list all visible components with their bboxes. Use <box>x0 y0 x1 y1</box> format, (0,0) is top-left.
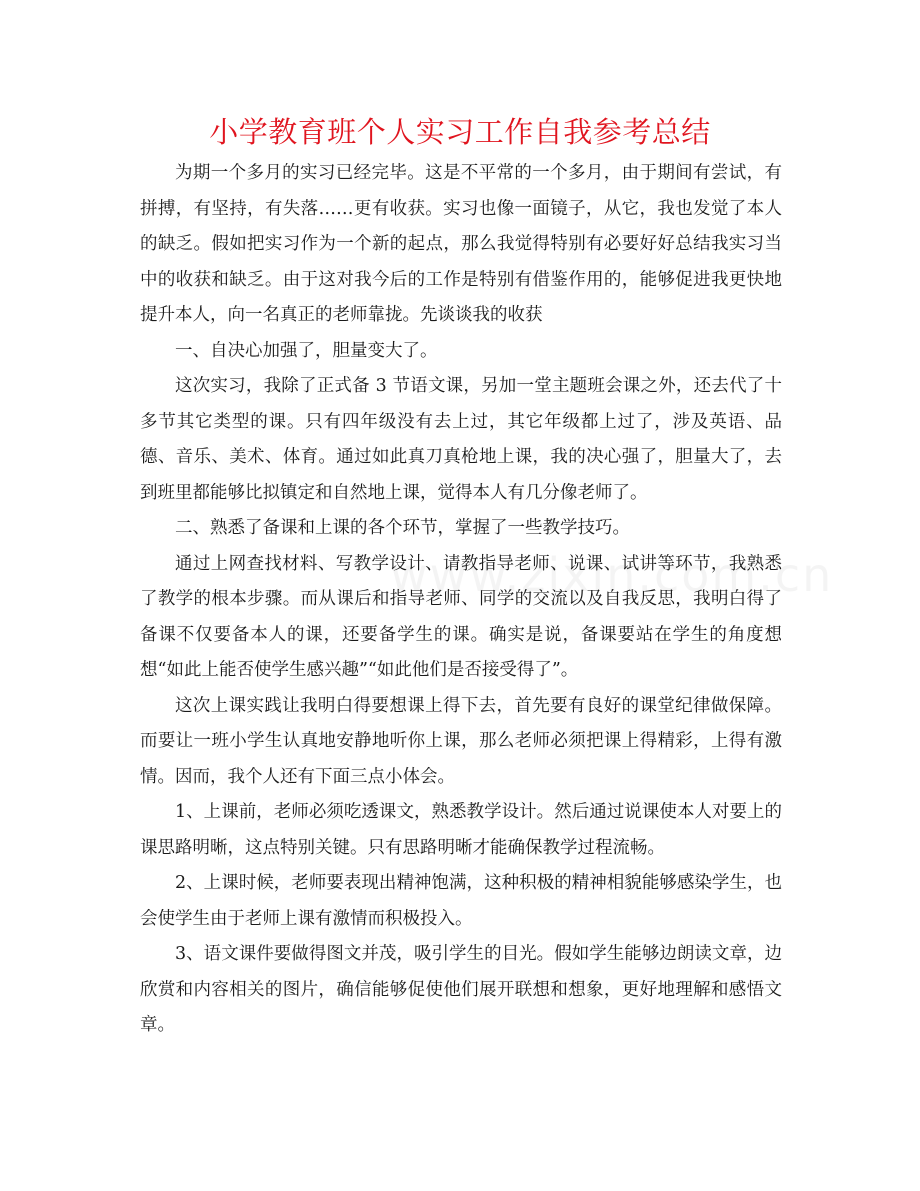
document-body <box>140 156 782 1044</box>
list-item-2: 2、上课时候，老师要表现出精神饱满，这种积极的精神相貌能够感染学生，也会使学生由于老师上课有激情而积极投入。 <box>140 873 782 929</box>
paragraph-confidence: 这次实习，我除了正式备 3 节语文课，另加一堂主题班会课之外，还去代了十多节其它类型的课。只有四年级没有去上过，其它年级都上过了，涉及英语、品德、音乐、美术、体育。通过如此真刀真枪地上课，我的决心强了，胆量大了，去到班里都能够比拟镇定和自然地上课，觉得本人有几分像老师了。 <box>140 376 782 503</box>
paragraph-intro: 为期一个多月的实习已经完毕。这是不平常的一个多月，由于期间有尝试，有拼搏，有坚持，有失落……更有收获。实习也像一面镜子，从它，我也发觉了本人的缺乏。假如把实习作为一个新的起点，那么我觉得特别有必要好好总结我实习当中的收获和缺乏。由于这对我今后的工作是特别有借鉴作用的，能够促进我更快地提升本人，向一名真正的老师靠拢。先谈谈我的收获 <box>140 163 782 325</box>
section-heading-confidence: 一、自决心加强了，胆量变大了。 <box>175 340 438 361</box>
paragraph-lesson-prep: 通过上网查找材料、写教学设计、请教指导老师、说课、试讲等环节，我熟悉了教学的根本步骤。而从课后和指导老师、同学的交流以及自我反思，我明白得了备课不仅要备本人的课，还要备学生的课。确实是说，备课要站在学生的角度想想“如此上能否使学生感兴趣”“如此他们是否接受得了”。 <box>140 553 782 680</box>
list-item-3: 3、语文课件要做得图文并茂，吸引学生的目光。假如学生能够边朗读文章，边欣赏和内容相关的图片，确信能够促使他们展开联想和想象，更好地理解和感悟文章。 <box>140 944 782 1035</box>
list-item-1: 1、上课前，老师必须吃透课文，熟悉教学设计。然后通过说课使本人对要上的课思路明晰，这点特别关键。只有思路明晰才能确保教学过程流畅。 <box>140 802 782 858</box>
section-heading-lesson-prep: 二、熟悉了备课和上课的各个环节，掌握了一些教学技巧。 <box>175 518 630 538</box>
document-title: 小学教育班个人实习工作自我参考总结 <box>209 115 711 149</box>
paragraph-classroom-discipline: 这次上课实践让我明白得要想课上得下去，首先要有良好的课堂纪律做保障。而要让一班小学生认真地安静地听你上课，那么老师必须把课上得精彩，上得有激情。因而，我个人还有下面三点小体会。 <box>140 695 782 787</box>
